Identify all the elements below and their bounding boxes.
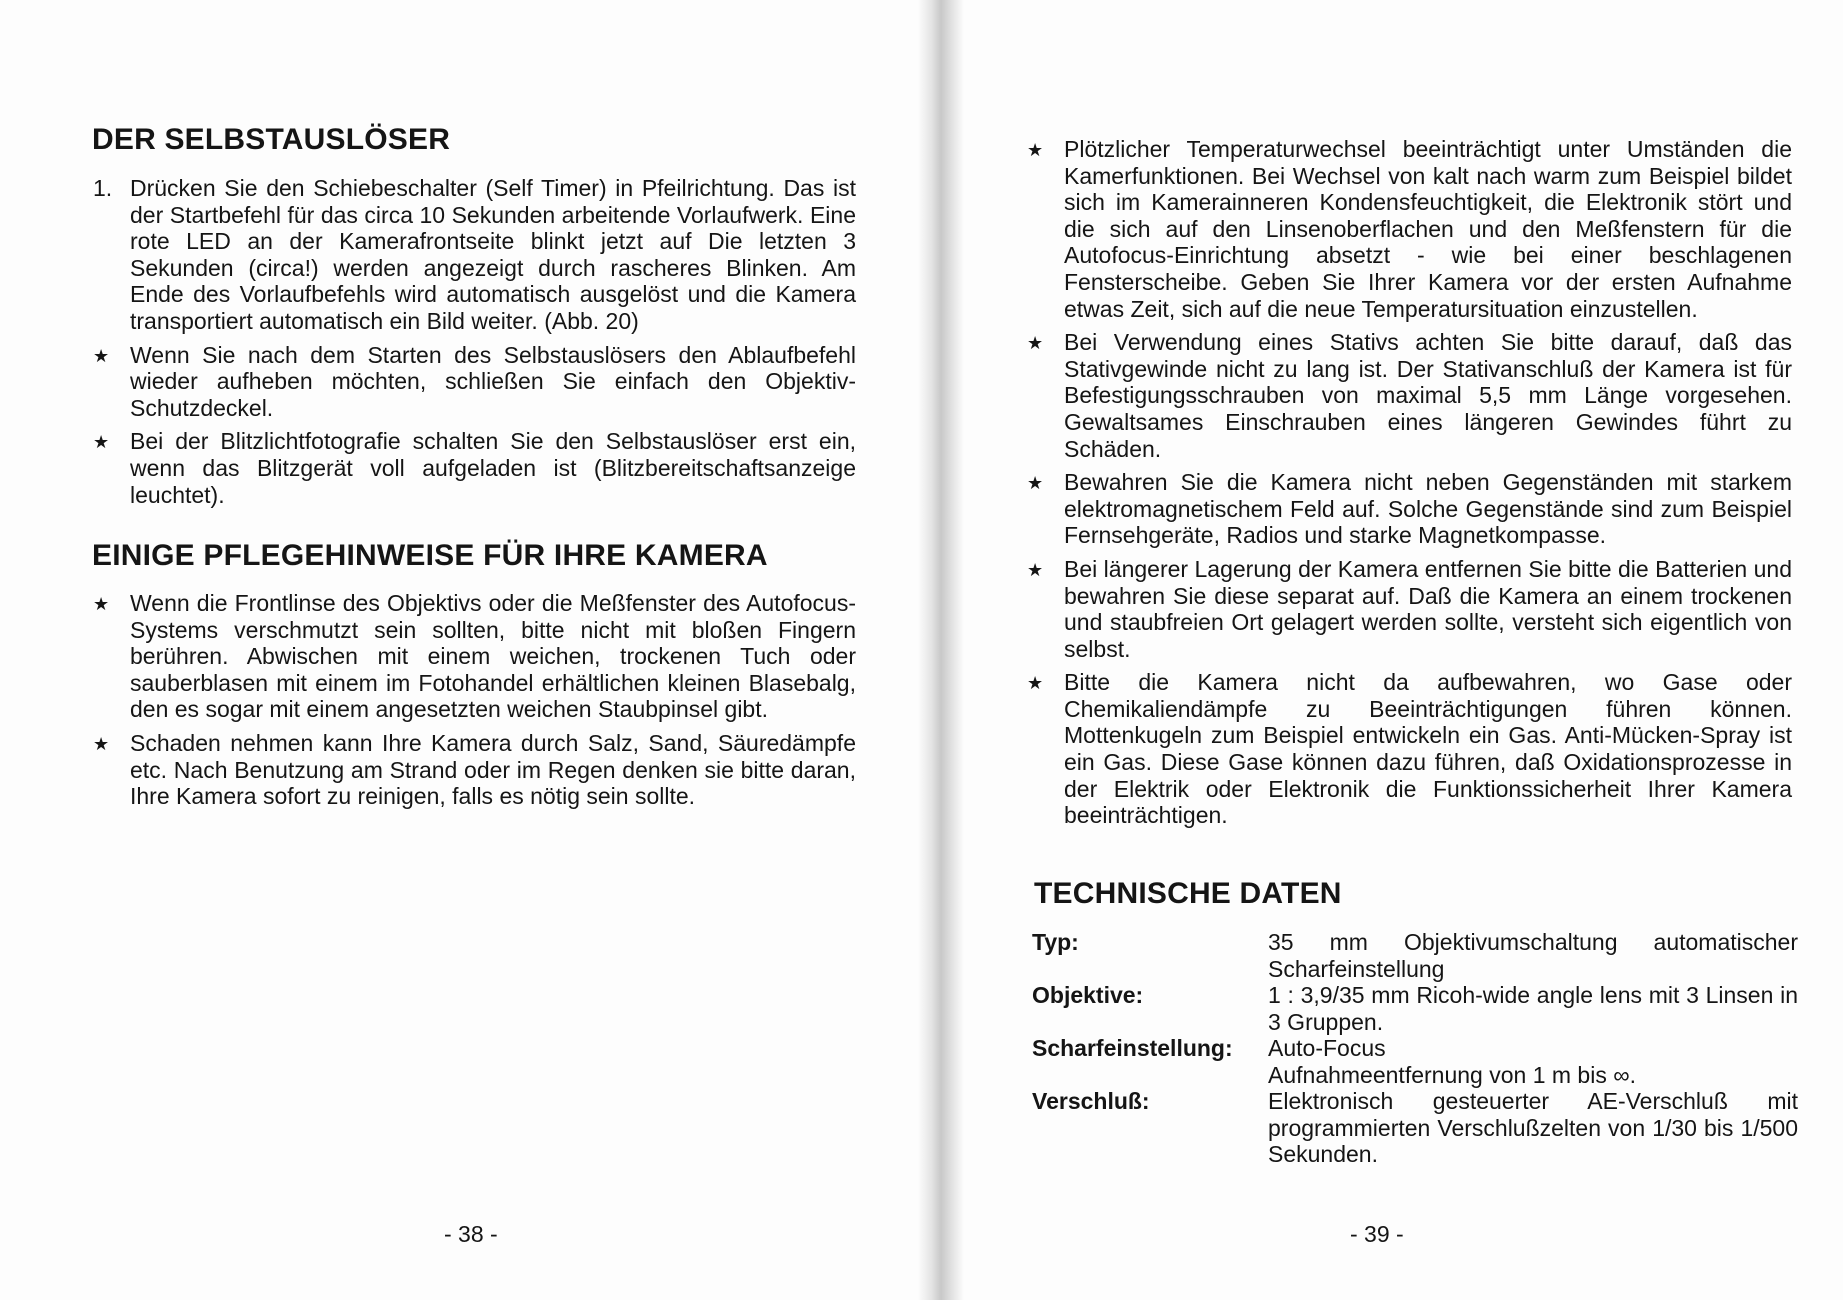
spec-label: Verschluß: — [1032, 1088, 1150, 1114]
care-heading: EINIGE PFLEGEHINWEISE FÜR IHRE KAMERA — [92, 539, 768, 572]
page-number: - 38 - — [444, 1221, 498, 1247]
page-number: - 39 - — [1350, 1221, 1404, 1247]
spec-value: Elektronisch gesteuerter AE-Verschluß mit programmierten Verschlußzelten von 1/30 bis 1/500 Sekunden. — [1268, 1088, 1798, 1167]
list-item-text: Wenn die Frontlinse des Objektivs oder die Meßfenster des Autofocus-Systems verschmutzt sein sollten, bitte nicht mit bloßen Fingern berühren. Abwischen mit einem weichen, trockenen Tuch oder sauberblasen mit einem im Fotohandel erhältlichen kleinen Blasebalg, den es sogar mit einem angesetzten weichen Staubpinsel gibt. — [130, 590, 856, 723]
self-timer-heading: DER SELBSTAUSLÖSER — [92, 123, 451, 156]
spec-value-line: Auto-Focus — [1268, 1035, 1386, 1061]
care-list — [93, 590, 856, 817]
spec-value — [1268, 1035, 1798, 1088]
list-item-text: Bei längerer Lagerung der Kamera entfernen Sie bitte die Batterien und bewahren Sie diese separat auf. Daß die Kamera an einem trockenen und staubfreien Ort gelagert werden sollte, versteht sich eigentlich von selbst. — [1064, 555, 1792, 662]
star-bullet-icon: ★ — [1027, 333, 1044, 354]
left-page — [0, 0, 918, 1300]
star-bullet-icon: ★ — [93, 733, 110, 754]
spec-row — [1032, 929, 1802, 982]
handling-note — [1027, 136, 1792, 322]
spec-value: 35 mm Objektivumschaltung automatischer Scharfeinstellung — [1268, 929, 1798, 982]
self-timer-note — [93, 428, 856, 508]
spec-label: Objektive: — [1032, 982, 1144, 1008]
handling-note — [1027, 469, 1792, 549]
step-number: 1. — [93, 175, 113, 201]
self-timer-list — [93, 175, 856, 515]
spec-value-line: Aufnahmeentfernung von 1 m bis ∞. — [1268, 1061, 1636, 1088]
book-gutter — [918, 0, 964, 1300]
list-item-text: Bitte die Kamera nicht da aufbewahren, wo Gase oder Chemikaliendämpfe zu Beeinträchtigungen führen können. Mottenkugeln zum Beispiel entwickeln ein Gas. Anti-Mücken-Spray ist ein Gas. Diese Gase können dazu führen, daß Oxidationsprozesse in der Elektrik oder Elektronik die Funktionssicherheit Ihrer Kamera beeinträchtigen. — [1064, 669, 1792, 829]
spec-row — [1032, 1088, 1802, 1168]
list-item-text: Schaden nehmen kann Ihre Kamera durch Salz, Sand, Säuredämpfe etc. Nach Benutzung am Strand oder im Regen denken sie bitte daran, Ihre Kamera sofort zu reinigen, falls es nötig sein sollte. — [130, 729, 856, 810]
handling-note — [1027, 669, 1792, 829]
spec-label: Typ: — [1032, 929, 1079, 955]
tech-data-heading: TECHNISCHE DATEN — [1034, 877, 1342, 910]
self-timer-step — [93, 175, 856, 335]
care-note — [93, 590, 856, 723]
right-page — [964, 0, 1843, 1300]
tech-data-table — [1032, 929, 1802, 1168]
star-bullet-icon: ★ — [1027, 140, 1044, 160]
star-bullet-icon: ★ — [93, 594, 110, 614]
spec-row — [1032, 1035, 1802, 1088]
star-bullet-icon: ★ — [1027, 559, 1044, 580]
star-bullet-icon: ★ — [93, 432, 110, 453]
handling-notes-list — [1027, 136, 1792, 836]
list-item-text: Bewahren Sie die Kamera nicht neben Gegenständen mit starkem elektromagnetischem Feld auf. Solche Gegenstände sind zum Beispiel Fernsehgeräte, Radios und starke Magnetkompasse. — [1064, 469, 1792, 549]
star-bullet-icon: ★ — [1027, 473, 1044, 494]
list-item-text: Bei der Blitzlichtfotografie schalten Sie den Selbstauslöser erst ein, wenn das Blitzgerät voll aufgeladen ist (Blitzbereitschaftsanzeige leuchtet). — [130, 428, 856, 508]
spec-label: Scharfeinstellung: — [1032, 1035, 1233, 1061]
star-bullet-icon: ★ — [1027, 673, 1044, 694]
list-item-text: Wenn Sie nach dem Starten des Selbstauslösers den Ablaufbefehl wieder aufheben möchten, schließen Sie einfach den Objektiv-Schutzdeckel. — [130, 341, 856, 421]
handling-note — [1027, 329, 1792, 462]
list-item-text: Plötzlicher Temperaturwechsel beeinträchtigt unter Umständen die Kamerfunktionen. Bei Wechsel von kalt nach warm zum Beispiel bildet sich im Kamerainneren Kondensfeuchtigkeit, die Elektronik stört und die sich auf den Linsenoberflachen und den Meßfenstern für die Autofocus-Einrichtung absetzt - wie bei einer beschlagenen Fensterscheibe. Geben Sie Ihrer Kamera vor der ersten Aufnahme etwas Zeit, sich auf die neue Temperatursituation einzustellen. — [1064, 136, 1792, 322]
spec-value: 1 : 3,9/35 mm Ricoh-wide angle lens mit 3 Linsen in 3 Gruppen. — [1268, 982, 1798, 1035]
spec-row — [1032, 982, 1802, 1035]
self-timer-note — [93, 342, 856, 422]
handling-note — [1027, 556, 1792, 662]
list-item-text: Drücken Sie den Schiebeschalter (Self Timer) in Pfeilrichtung. Das ist der Startbefehl für das circa 10 Sekunden arbeitende Vorlaufwerk. Eine rote LED an der Kamerafrontseite blinkt jetzt auf Die letzten 3 Sekunden (circa!) werden angezeigt durch rascheres Blinken. Am Ende des Vorlaufbefehls wird automatisch ausgelöst und die Kamera transportiert automatisch ein Bild weiter. (Abb. 20) — [130, 175, 856, 334]
list-item-text: Bei Verwendung eines Stativs achten Sie bitte darauf, daß das Stativgewinde nicht zu lang ist. Der Stativanschluß der Kamera ist für Befestigungsschrauben von maximal 5,5 mm Länge vorgesehen. Gewaltsames Einschrauben eines längeren Gewindes führt zu Schäden. — [1064, 329, 1792, 462]
care-note — [93, 730, 856, 810]
star-bullet-icon: ★ — [93, 345, 110, 366]
